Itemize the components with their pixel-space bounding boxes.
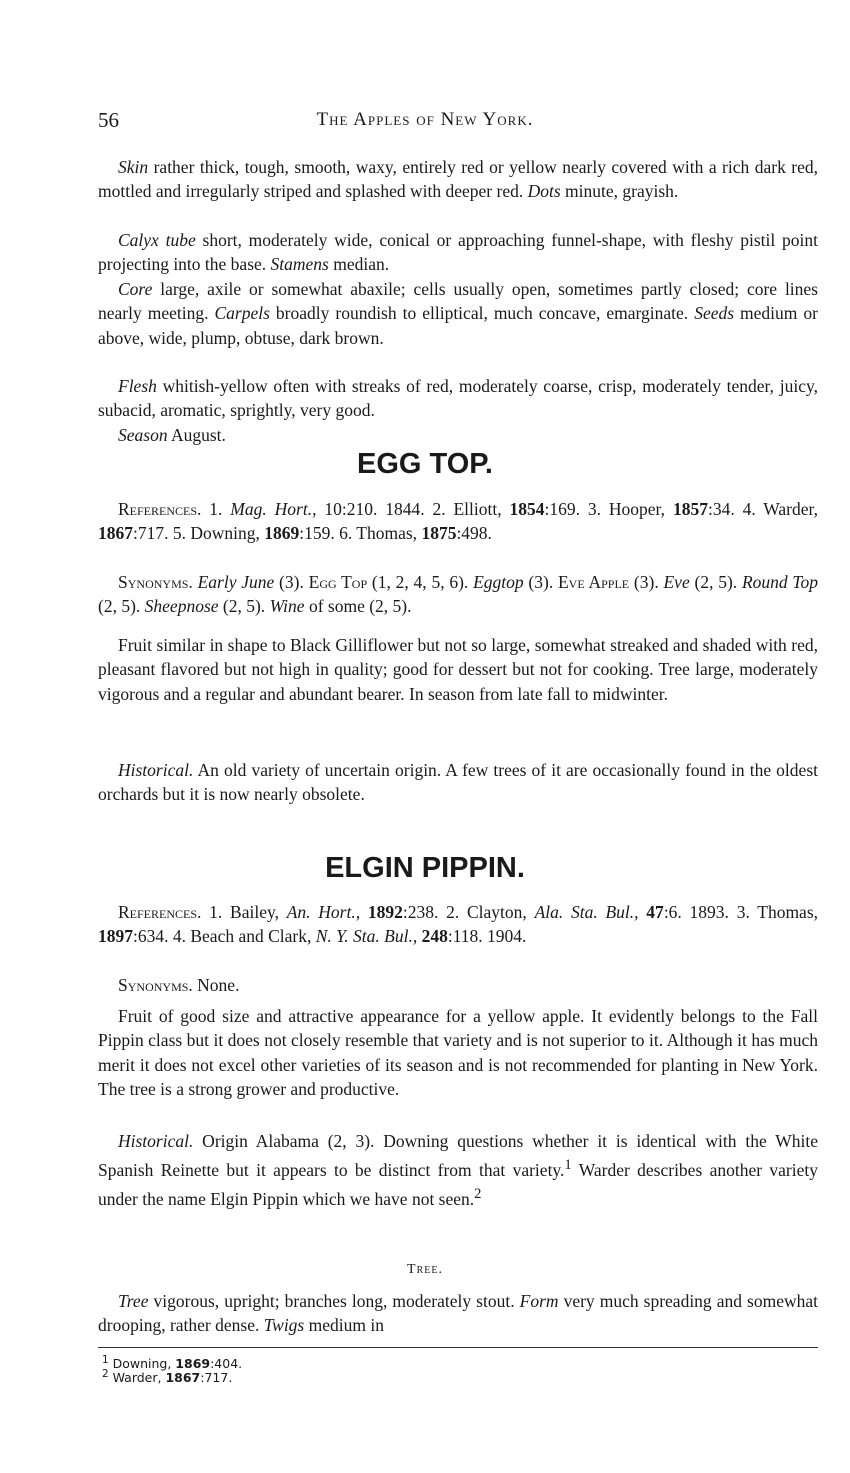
egg-top-synonyms (98, 570, 818, 619)
text-run: 1. (201, 499, 231, 519)
italic-term: Wine (269, 596, 305, 617)
text-run: :717. 5. Downing, (133, 523, 265, 544)
text-run: (2, 5). (689, 572, 742, 592)
text-run: :118. 1904. (447, 926, 527, 947)
footnote-rule (98, 1347, 818, 1348)
text-run: whitish-yellow often with streaks of red, moderately coarse, crisp, moderately tender, juicy, subacid, aromatic, sprightly, very good. (98, 376, 818, 421)
heading-elgin-pippin: ELGIN PIPPIN. (325, 852, 525, 884)
text-run: minute, grayish. (560, 181, 679, 202)
egg-top-references (98, 497, 818, 546)
italic-term: Core (118, 279, 153, 299)
text-run (360, 902, 368, 922)
text-run: :159. 6. Thomas, (299, 523, 422, 544)
footnote-text: Warder, (108, 1370, 166, 1386)
footnote-page: :404. (210, 1356, 243, 1372)
elgin-pippin-description (98, 1004, 818, 1101)
text-run: :169. 3. Hooper, (544, 499, 673, 519)
footnote-year: 1867 (165, 1370, 201, 1386)
small-caps-label: Egg Top (308, 572, 368, 592)
text-run: :634. 4. Beach and Clark, (133, 926, 316, 947)
text-run: Fruit similar in shape to Black Gilliflower but not so large, somewhat streaked and shaded with red, pleasant flavored but not high in quality; good for dessert but not for cooking. Tree large, moderately vigorous and a regular and abundant bearer. In season from late fall to midwinter. (98, 635, 818, 704)
heading-egg-top: EGG TOP. (357, 448, 493, 480)
bold-number: 1897 (98, 926, 133, 947)
footnote-mark: 2 (102, 1368, 109, 1380)
small-caps-label: References. (118, 902, 202, 922)
season-paragraph (98, 423, 818, 447)
skin-paragraph (98, 155, 818, 204)
footnote-ref: 1 (564, 1157, 572, 1174)
text-run: 1. Bailey, (201, 902, 287, 922)
footnote-text: Downing, (108, 1356, 176, 1372)
small-caps-label: Synonyms. (118, 975, 193, 995)
bold-number: 1869 (264, 523, 300, 544)
italic-term: Eve (663, 572, 690, 592)
italic-term: Calyx tube (118, 230, 196, 250)
bold-number: 1875 (421, 523, 457, 544)
italic-term: Mag. Hort., (230, 499, 317, 519)
text-run: very much spreading and somewhat drooping, rather dense. (98, 1291, 818, 1336)
calyx-paragraph (98, 228, 818, 277)
italic-term: Ala. Sta. Bul., (534, 902, 639, 922)
text-run: :34. 4. Warder, (707, 499, 819, 519)
elgin-pippin-synonyms (98, 973, 818, 997)
footnote-mark: 1 (102, 1354, 109, 1366)
page-number: 56 (98, 108, 119, 132)
italic-term: Skin (118, 157, 149, 177)
egg-top-historical (98, 758, 818, 807)
text-run: (1, 2, 4, 5, 6). (367, 572, 474, 592)
text-run: medium or above, wide, plump, obtuse, dark brown. (98, 303, 818, 348)
footnote-year: 1869 (175, 1356, 211, 1372)
elgin-pippin-historical (98, 1129, 818, 1212)
footnote-ref: 2 (474, 1186, 482, 1203)
italic-term: Season (118, 425, 168, 445)
egg-top-description (98, 633, 818, 706)
bold-number: 1867 (98, 523, 133, 544)
text-run: :238. 2. Clayton, (402, 902, 535, 922)
tree-paragraph (98, 1289, 818, 1338)
italic-term: Historical. (118, 1131, 194, 1151)
italic-term: Flesh (118, 376, 157, 396)
text-run: An old variety of uncertain origin. A few trees of it are occasionally found in the oldest orchards but it is now nearly obsolete. (98, 760, 818, 805)
italic-term: Seeds (694, 303, 735, 324)
heading-tree: Tree. (407, 1262, 443, 1277)
bold-number: 47 (638, 902, 664, 922)
text-run: August. (167, 425, 226, 445)
text-run: large, axile or somewhat abaxile; cells usually open, sometimes partly closed; core lines nearly meeting. (98, 279, 818, 324)
italic-term: Sheepnose (144, 596, 219, 617)
text-run: rather thick, tough, smooth, waxy, entirely red or yellow nearly covered with a rich dark red, mottled and irregularly striped and splashed with deeper red. (98, 157, 818, 202)
flesh-paragraph (98, 374, 818, 423)
elgin-pippin-references (98, 900, 818, 949)
text-run: (2, 5). (98, 596, 145, 617)
running-title: The Apples of New York. (316, 109, 534, 130)
text-run: broadly roundish to elliptical, much concave, emarginate. (269, 303, 695, 324)
italic-term: Early June (197, 572, 275, 592)
text-run: 10:210. 1844. 2. Elliott, (316, 499, 510, 519)
text-run: (2, 5). (218, 596, 270, 617)
footnote-page: :717. (200, 1370, 233, 1386)
bold-number: 1854 (509, 499, 545, 519)
small-caps-label: Eve Apple (557, 572, 630, 592)
text-run: Origin Alabama (2, 3). Downing questions whether it is identical with the White Spanish Reinette but it appears to be distinct from that variety. (98, 1131, 818, 1181)
italic-term: Eggtop (473, 572, 524, 592)
italic-term: Carpels (214, 303, 270, 324)
text-run: median. (328, 254, 390, 275)
footnote-2 (102, 1367, 232, 1385)
core-paragraph (98, 277, 818, 350)
small-caps-label: References. (118, 499, 202, 519)
text-run: (3). (274, 572, 309, 592)
text-run: short, moderately wide, conical or approaching funnel-shape, with fleshy pistil point projecting into the base. (98, 230, 818, 275)
text-run: of some (2, 5). (304, 596, 412, 617)
text-run: :498. (456, 523, 492, 544)
italic-term: Round Top (741, 572, 819, 592)
bold-number: 1857 (672, 499, 708, 519)
italic-term: Historical. (118, 760, 194, 780)
bold-number: 1892 (367, 902, 403, 922)
italic-term: Twigs (263, 1315, 305, 1336)
italic-term: N. Y. Sta. Bul., (315, 926, 418, 947)
text-run: medium in (304, 1315, 384, 1336)
text-run: Warder describes another variety under the name Elgin Pippin which we have not seen. (98, 1160, 818, 1210)
italic-term: Form (519, 1291, 559, 1311)
italic-term: Stamens (270, 254, 329, 275)
small-caps-label: Synonyms. (118, 572, 193, 592)
text-run: vigorous, upright; branches long, moderately stout. (148, 1291, 520, 1311)
text-run: (3). (523, 572, 558, 592)
bold-number: 248 (417, 926, 448, 947)
text-run: Fruit of good size and attractive appearance for a yellow apple. It evidently belongs to the Fall Pippin class but it does not closely resemble that variety and is not superior to it. Although it has much merit it does not excel other varieties of its season and is not recommended for planting in New York. The tree is a strong grower and productive. (98, 1006, 818, 1099)
text-run: (3). (629, 572, 664, 592)
text-run: None. (192, 975, 240, 995)
italic-term: An. Hort., (286, 902, 361, 922)
italic-term: Dots (527, 181, 561, 202)
italic-term: Tree (118, 1291, 149, 1311)
text-run: :6. 1893. 3. Thomas, (663, 902, 819, 922)
